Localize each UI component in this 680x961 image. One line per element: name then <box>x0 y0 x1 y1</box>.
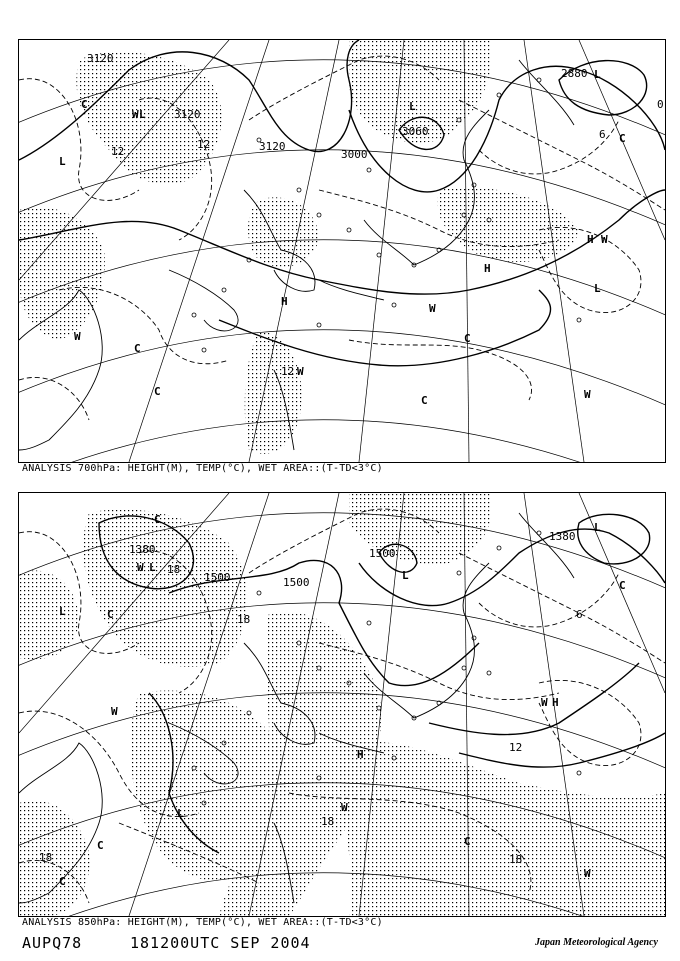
height-label: 1380 <box>129 543 156 556</box>
height-label: 3120 <box>87 52 114 65</box>
height-label: 1380 <box>549 530 576 543</box>
temp-label: 18 <box>509 853 523 866</box>
cold-center: C <box>59 875 66 888</box>
temp-label: 0 <box>657 98 664 111</box>
cold-center: C <box>107 608 114 621</box>
low-center: L <box>139 108 146 121</box>
temp-label: 12 <box>111 145 125 158</box>
warm-center: W <box>341 801 348 814</box>
cold-center: C <box>464 835 471 848</box>
caption-850hpa: ANALYSIS 850hPa: HEIGHT(M), TEMP(°C), WET AREA::(T-TD<3°C) <box>22 917 383 928</box>
high-center: H <box>357 748 364 761</box>
low-center: L <box>177 807 184 820</box>
height-label: 3000 <box>341 148 368 161</box>
warm-center: W <box>297 365 304 378</box>
cold-center: C <box>97 839 104 852</box>
high-center: H <box>587 233 594 246</box>
map-700hpa-canvas <box>19 40 665 462</box>
warm-center: W <box>584 388 591 401</box>
cold-center: C <box>154 385 161 398</box>
warm-center: W <box>137 561 144 574</box>
temp-label: 12 <box>197 138 211 151</box>
temp-label: 18 <box>237 613 251 626</box>
height-label: 1500 <box>369 547 396 560</box>
wet-area-700 <box>19 40 579 454</box>
low-center: L <box>59 155 66 168</box>
warm-center: W <box>111 705 118 718</box>
temp-label: 12 <box>281 365 295 378</box>
warm-center: W <box>74 330 81 343</box>
cold-center: C <box>619 132 626 145</box>
warm-center: W <box>429 302 436 315</box>
height-label: 3120 <box>259 140 286 153</box>
cold-center: C <box>81 98 88 111</box>
temp-label: 18 <box>321 815 335 828</box>
map-850hpa <box>18 492 666 917</box>
low-center: L <box>149 561 156 574</box>
agency-name: Japan Meteorological Agency <box>535 937 658 948</box>
high-center: H <box>281 295 288 308</box>
height-label: 3120 <box>174 108 201 121</box>
height-label: 3060 <box>402 125 429 138</box>
temp-label: 18 <box>167 563 181 576</box>
warm-center: W <box>601 233 608 246</box>
warm-center: W <box>132 108 139 121</box>
low-center: L <box>594 521 601 534</box>
low-center: L <box>402 569 409 582</box>
warm-center: W <box>541 696 548 709</box>
temp-label: 6 <box>599 128 606 141</box>
high-center: H <box>484 262 491 275</box>
map-700hpa <box>18 39 666 463</box>
temp-label: 6 <box>576 608 583 621</box>
cold-center: C <box>464 332 471 345</box>
cold-center: C <box>154 513 161 526</box>
temp-label: 12 <box>509 741 523 754</box>
low-center: L <box>59 605 66 618</box>
temp-label: 18 <box>39 851 53 864</box>
map-850hpa-canvas <box>19 493 665 916</box>
cold-center: C <box>619 579 626 592</box>
valid-time: 181200UTC SEP 2004 <box>130 934 311 952</box>
low-center: L <box>594 68 601 81</box>
warm-center: W <box>584 867 591 880</box>
low-center: L <box>594 282 601 295</box>
height-label: 1500 <box>283 576 310 589</box>
chart-code: AUPQ78 <box>22 934 83 952</box>
caption-700hpa: ANALYSIS 700hPa: HEIGHT(M), TEMP(°C), WET AREA::(T-TD<3°C) <box>22 463 383 474</box>
low-center: L <box>409 100 416 113</box>
high-center: H <box>552 696 559 709</box>
cold-center: C <box>134 342 141 355</box>
cold-center: C <box>421 394 428 407</box>
height-label: 1500 <box>204 571 231 584</box>
height-label: 2880 <box>561 67 588 80</box>
